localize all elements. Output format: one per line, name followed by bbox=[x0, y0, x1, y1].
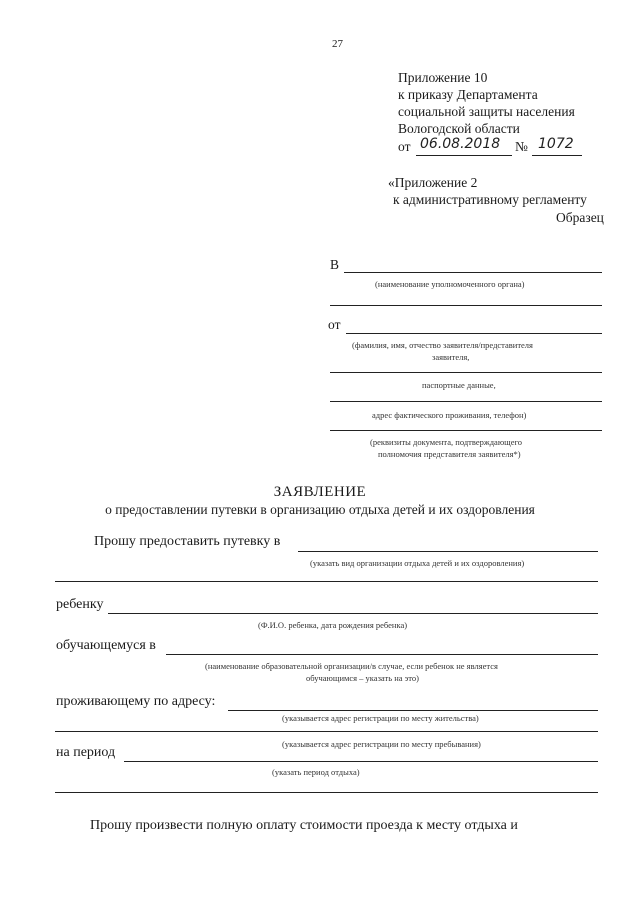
appendix-number-line bbox=[532, 155, 582, 156]
period-label: на период bbox=[56, 745, 116, 760]
document-title: ЗАЯВЛЕНИЕ bbox=[273, 484, 367, 500]
appendix-line-3: социальной защиты населения bbox=[398, 104, 575, 119]
request-hint: (указать вид организации отдыха детей и их оздоровления) bbox=[310, 558, 525, 568]
from-hint-2: заявителя, bbox=[432, 352, 470, 362]
to-line bbox=[344, 272, 602, 273]
student-line[interactable] bbox=[166, 654, 598, 655]
stay-hint: (указывается адрес регистрации по месту пребывания) bbox=[282, 739, 481, 749]
page-number: 27 bbox=[332, 38, 343, 50]
period-line[interactable] bbox=[124, 761, 598, 762]
address-label: проживающему по адресу: bbox=[56, 694, 216, 709]
request-label: Прошу предоставить путевку в bbox=[94, 534, 281, 549]
student-hint-1: (наименование образовательной организации/в случае, если ребенок не является bbox=[205, 661, 498, 671]
student-label: обучающемуся в bbox=[56, 638, 156, 653]
address-line bbox=[330, 430, 602, 431]
appendix-line-4: Вологодской области bbox=[398, 121, 520, 136]
reg-hint: (указывается адрес регистрации по месту жительства) bbox=[282, 713, 479, 723]
doc-hint-2: полномочия представителя заявителя*) bbox=[378, 449, 521, 459]
appendix-from-label: от bbox=[398, 139, 411, 154]
period-line-2[interactable] bbox=[55, 792, 598, 793]
appendix-date-line bbox=[416, 155, 512, 156]
last-paragraph: Прошу произвести полную оплату стоимости проезда к месту отдыха и bbox=[90, 818, 518, 833]
appendix-date: 06.08.2018 bbox=[420, 136, 501, 152]
from-line bbox=[346, 333, 602, 334]
request-line-2[interactable] bbox=[55, 581, 598, 582]
document-subtitle: о предоставлении путевки в организацию отдыха детей и их оздоровления bbox=[105, 502, 535, 517]
passport-hint: паспортные данные, bbox=[422, 380, 496, 390]
appendix-line-1: Приложение 10 bbox=[398, 70, 488, 85]
child-label: ребенку bbox=[56, 597, 104, 612]
appendix-number: 1072 bbox=[538, 136, 574, 152]
annex-sample: Образец bbox=[556, 210, 604, 225]
annex-line-1: «Приложение 2 bbox=[388, 175, 478, 190]
address-hint: адрес фактического проживания, телефон) bbox=[372, 410, 527, 420]
to-line-2 bbox=[330, 305, 602, 306]
period-hint: (указать период отдыха) bbox=[272, 767, 360, 777]
doc-hint-1: (реквизиты документа, подтверждающего bbox=[370, 437, 523, 447]
appendix-line-2: к приказу Департамента bbox=[398, 87, 538, 102]
appendix-number-label: № bbox=[515, 139, 528, 154]
annex-line-2: к административному регламенту bbox=[393, 192, 587, 207]
child-line[interactable] bbox=[108, 613, 598, 614]
from-hint-1: (фамилия, имя, отчество заявителя/представителя bbox=[352, 340, 533, 350]
address-line-form[interactable] bbox=[228, 710, 598, 711]
passport-line bbox=[330, 401, 602, 402]
to-hint: (наименование уполномоченного органа) bbox=[375, 279, 525, 289]
student-hint-2: обучающимся – указать на это) bbox=[306, 673, 419, 683]
from-label: от bbox=[328, 317, 341, 332]
to-label: В bbox=[330, 257, 340, 272]
stay-line[interactable] bbox=[55, 731, 598, 732]
request-line[interactable] bbox=[298, 551, 598, 552]
from-line-2 bbox=[330, 372, 602, 373]
child-hint: (Ф.И.О. ребенка, дата рождения ребенка) bbox=[258, 620, 408, 630]
